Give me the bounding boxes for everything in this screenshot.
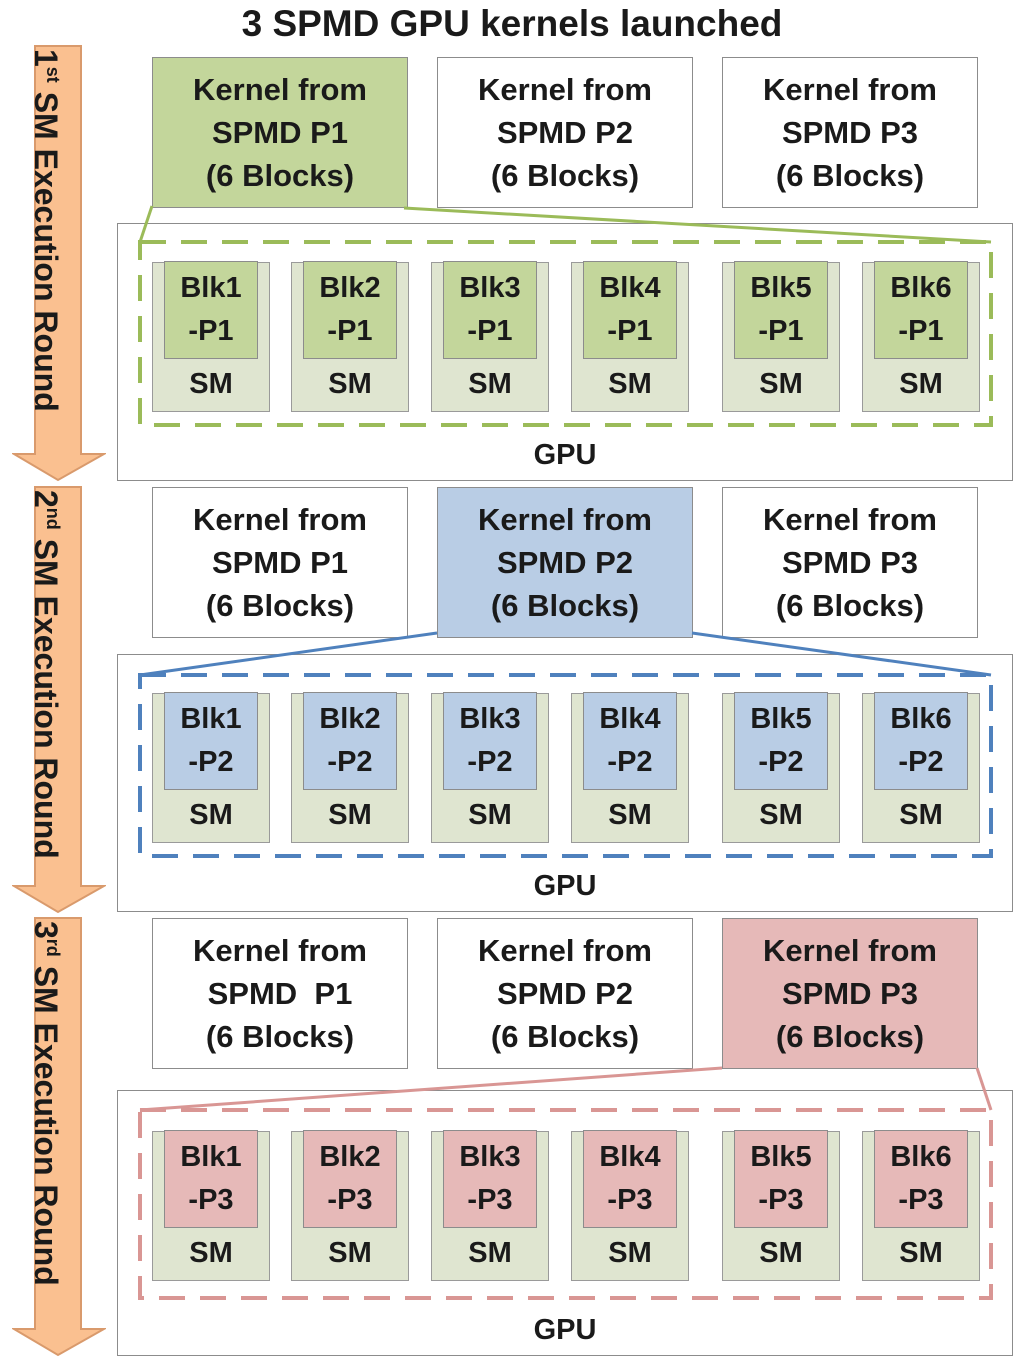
round-1-sm-6-label: SM [899, 368, 943, 400]
diagram-title: 3 SPMD GPU kernels launched [241, 3, 783, 44]
round-1-sm-1 [152, 262, 270, 412]
round-2-ordinal: 2 [28, 490, 64, 508]
round-1-sm-6 [862, 262, 980, 412]
round-3-sm-5-label: SM [759, 1237, 803, 1269]
round-3-sm-6 [862, 1131, 980, 1281]
round-1-block-2: Blk2 -P1 [303, 261, 397, 359]
round-2-sm-1 [152, 693, 270, 843]
round-1-sm-5-label: SM [759, 368, 803, 400]
round-3-kernel-p1: Kernel from SPMD P1 (6 Blocks) [152, 918, 408, 1069]
round-1-kernel-p1: Kernel from SPMD P1 (6 Blocks) [152, 57, 408, 208]
round-1-sm-5 [722, 262, 840, 412]
round-1-sm-2-label: SM [328, 368, 372, 400]
round-1-kernel-p2: Kernel from SPMD P2 (6 Blocks) [437, 57, 693, 208]
round-2-sm-4 [571, 693, 689, 843]
round-2-block-3: Blk3 -P2 [443, 692, 537, 790]
round-2-sm-3 [431, 693, 549, 843]
round-1-sm-3 [431, 262, 549, 412]
round-2-sm-6 [862, 693, 980, 843]
round-2-kernel-p1: Kernel from SPMD P1 (6 Blocks) [152, 487, 408, 638]
round-2-sm-2-label: SM [328, 799, 372, 831]
round-3-sm-5 [722, 1131, 840, 1281]
round-1-block-3: Blk3 -P1 [443, 261, 537, 359]
round-1-sm-3-label: SM [468, 368, 512, 400]
round-1-label [28, 49, 71, 412]
round-3-ordinal: 3 [28, 921, 64, 939]
round-3-gpu [117, 1090, 1013, 1356]
round-1-ordinal-suffix: st [43, 66, 63, 83]
round-3-block-4: Blk4 -P3 [583, 1130, 677, 1228]
round-2-sm-6-label: SM [899, 799, 943, 831]
round-2-sm-4-label: SM [608, 799, 652, 831]
round-1-kernel-p3: Kernel from SPMD P3 (6 Blocks) [722, 57, 978, 208]
round-1-sm-4-label: SM [608, 368, 652, 400]
round-2-label [28, 490, 71, 859]
round-3-sm-1-label: SM [189, 1237, 233, 1269]
round-1-sm-2 [291, 262, 409, 412]
round-3-block-3: Blk3 -P3 [443, 1130, 537, 1228]
round-3-ordinal-suffix: rd [43, 938, 63, 957]
round-3-kernel-p2: Kernel from SPMD P2 (6 Blocks) [437, 918, 693, 1069]
round-2-block-6: Blk6 -P2 [874, 692, 968, 790]
round-2-block-5: Blk5 -P2 [734, 692, 828, 790]
round-2-gpu-label: GPU [533, 870, 597, 902]
round-3-sm-2 [291, 1131, 409, 1281]
round-3-gpu-label: GPU [533, 1314, 597, 1346]
round-1-ordinal: 1 [28, 49, 64, 67]
round-3-kernel-p3: Kernel from SPMD P3 (6 Blocks) [722, 918, 978, 1069]
round-2-ordinal-suffix: nd [43, 507, 63, 530]
round-3-sm-3-label: SM [468, 1237, 512, 1269]
round-2-sm-5 [722, 693, 840, 843]
round-2-sm-3-label: SM [468, 799, 512, 831]
round-3-label-text: SM Execution Round [28, 956, 64, 1286]
round-1-gpu-label: GPU [533, 439, 597, 471]
round-2-sm-1-label: SM [189, 799, 233, 831]
round-3-sm-4-label: SM [608, 1237, 652, 1269]
round-2-block-4: Blk4 -P2 [583, 692, 677, 790]
round-2-label-text: SM Execution Round [28, 529, 64, 859]
round-1-block-1: Blk1 -P1 [164, 261, 258, 359]
round-1-block-4: Blk4 -P1 [583, 261, 677, 359]
round-2-block-1: Blk1 -P2 [164, 692, 258, 790]
round-3-label [28, 921, 71, 1286]
round-2-kernel-p2: Kernel from SPMD P2 (6 Blocks) [437, 487, 693, 638]
round-3-sm-3 [431, 1131, 549, 1281]
round-1-sm-4 [571, 262, 689, 412]
round-1-sm-1-label: SM [189, 368, 233, 400]
round-3-sm-6-label: SM [899, 1237, 943, 1269]
round-2-sm-2 [291, 693, 409, 843]
round-2-arrow [12, 486, 106, 914]
round-3-block-1: Blk1 -P3 [164, 1130, 258, 1228]
round-1-block-6: Blk6 -P1 [874, 261, 968, 359]
round-2-block-2: Blk2 -P2 [303, 692, 397, 790]
round-2-sm-5-label: SM [759, 799, 803, 831]
round-3-block-6: Blk6 -P3 [874, 1130, 968, 1228]
round-1-block-5: Blk5 -P1 [734, 261, 828, 359]
round-3-block-2: Blk2 -P3 [303, 1130, 397, 1228]
round-3-sm-1 [152, 1131, 270, 1281]
round-3-sm-4 [571, 1131, 689, 1281]
round-3-arrow [12, 917, 106, 1357]
round-3-sm-2-label: SM [328, 1237, 372, 1269]
round-2-gpu [117, 654, 1013, 912]
round-3-block-5: Blk5 -P3 [734, 1130, 828, 1228]
round-1-label-text: SM Execution Round [28, 82, 64, 412]
round-1-arrow [12, 45, 106, 482]
round-1-gpu [117, 223, 1013, 481]
round-2-kernel-p3: Kernel from SPMD P3 (6 Blocks) [722, 487, 978, 638]
